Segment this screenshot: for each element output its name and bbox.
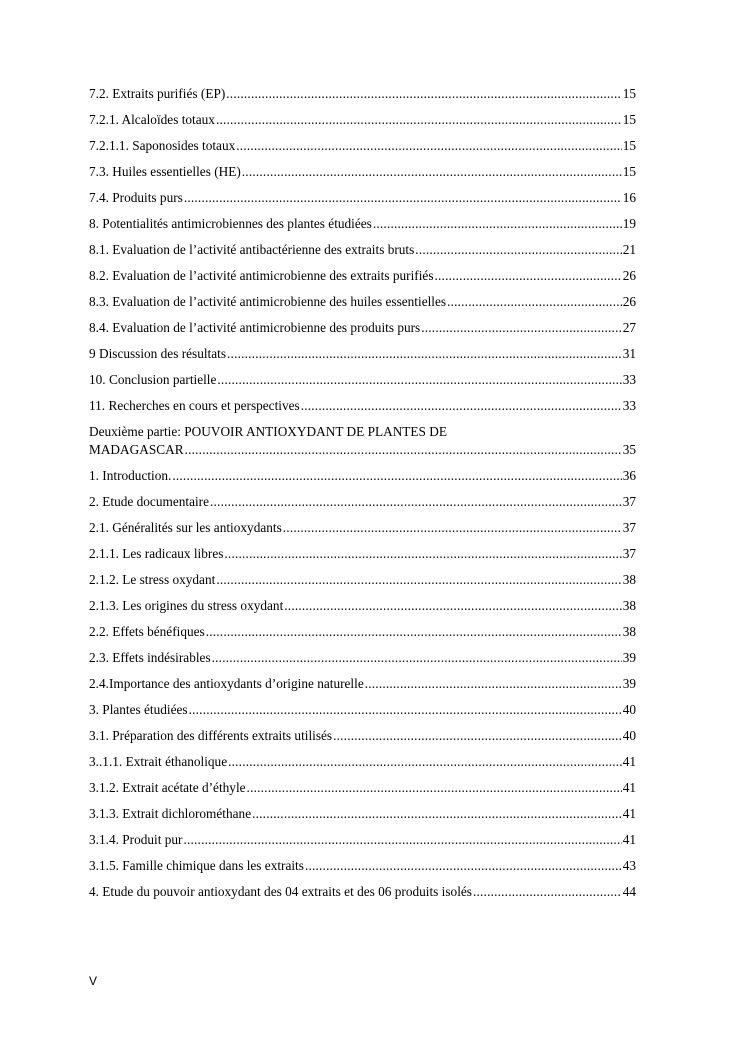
toc-entry-page: 15 bbox=[622, 112, 636, 127]
dot-leader bbox=[183, 831, 621, 849]
toc-entry-title: 2.1.1. Les radicaux libres bbox=[89, 546, 224, 561]
toc-entry[interactable] bbox=[89, 371, 636, 389]
dot-leader bbox=[415, 241, 621, 259]
toc-entry[interactable] bbox=[89, 857, 636, 875]
toc-entry[interactable] bbox=[89, 467, 636, 485]
toc-entry[interactable] bbox=[89, 267, 636, 285]
toc-entry[interactable] bbox=[89, 727, 636, 745]
toc-entry-page: 27 bbox=[622, 320, 636, 335]
toc-entry[interactable] bbox=[89, 163, 636, 181]
toc-entry-page: 31 bbox=[622, 346, 636, 361]
toc-entry-page: 26 bbox=[622, 294, 636, 309]
toc-entry-page: 37 bbox=[622, 520, 636, 535]
dot-leader bbox=[252, 805, 622, 823]
dot-leader bbox=[373, 215, 622, 233]
toc-section-part2 bbox=[89, 467, 636, 901]
toc-entry[interactable] bbox=[89, 649, 636, 667]
toc-entry[interactable] bbox=[89, 215, 636, 233]
toc-entry-title: 2.2. Effets bénéfiques bbox=[89, 624, 205, 639]
toc-entry[interactable] bbox=[89, 753, 636, 771]
toc-entry[interactable] bbox=[89, 883, 636, 901]
toc-entry-page: 36 bbox=[622, 468, 636, 483]
toc-entry-page: 40 bbox=[622, 702, 636, 717]
toc-entry-page: 38 bbox=[622, 598, 636, 613]
toc-entry-page: 40 bbox=[622, 728, 636, 743]
toc-entry[interactable] bbox=[89, 597, 636, 615]
toc-entry[interactable] bbox=[89, 805, 636, 823]
toc-entry[interactable] bbox=[89, 137, 636, 155]
toc-entry-page: 33 bbox=[622, 372, 636, 387]
toc-entry-page: 15 bbox=[622, 86, 636, 101]
dot-leader bbox=[212, 649, 622, 667]
toc-entry-page: 41 bbox=[622, 780, 636, 795]
toc-section-part1 bbox=[89, 85, 636, 415]
toc-entry[interactable] bbox=[89, 111, 636, 129]
toc-entry[interactable] bbox=[89, 189, 636, 207]
toc-entry-page: 37 bbox=[622, 494, 636, 509]
toc-entry[interactable] bbox=[89, 345, 636, 363]
dot-leader bbox=[305, 857, 622, 875]
dot-leader bbox=[242, 163, 622, 181]
toc-entry-title: 4. Etude du pouvoir antioxydant des 04 extraits et des 06 produits isolés bbox=[89, 884, 472, 899]
toc-entry-title: 8. Potentialités antimicrobiennes des plantes étudiées bbox=[89, 216, 372, 231]
dot-leader bbox=[473, 883, 622, 901]
toc-entry[interactable] bbox=[89, 85, 636, 103]
toc-entry-title: 9 Discussion des résultats bbox=[89, 346, 227, 361]
toc-entry[interactable] bbox=[89, 571, 636, 589]
toc-entry-page: 33 bbox=[622, 398, 636, 413]
dot-leader bbox=[206, 623, 622, 641]
toc-entry-title: 7.4. Produits purs bbox=[89, 190, 183, 205]
toc-entry-title: 1. Introduction. bbox=[89, 468, 172, 483]
toc-entry-page: 43 bbox=[622, 858, 636, 873]
dot-leader bbox=[283, 519, 622, 537]
dot-leader bbox=[284, 597, 621, 615]
toc-entry[interactable] bbox=[89, 319, 636, 337]
dot-leader bbox=[227, 345, 622, 363]
toc-entry-page: 39 bbox=[622, 650, 636, 665]
toc-entry-title: 11. Recherches en cours et perspectives bbox=[89, 398, 300, 413]
toc-entry-title: 7.2.1.1. Saponosides totaux bbox=[89, 138, 236, 153]
dot-leader bbox=[185, 441, 622, 459]
toc-entry-title: 2.1.2. Le stress oxydant bbox=[89, 572, 216, 587]
toc-entry-page: 26 bbox=[622, 268, 636, 283]
toc-entry-title: 2.4.Importance des antioxydants d’origine naturelle bbox=[89, 676, 364, 691]
page-number-footer: V bbox=[89, 974, 98, 988]
toc-entry-title: 2. Etude documentaire bbox=[89, 494, 209, 509]
toc-entry[interactable] bbox=[89, 397, 636, 415]
dot-leader bbox=[216, 571, 621, 589]
toc-entry-page: 39 bbox=[622, 676, 636, 691]
toc-entry[interactable] bbox=[89, 293, 636, 311]
toc-entry-page: 35 bbox=[622, 442, 636, 457]
toc-entry-page: 19 bbox=[622, 216, 636, 231]
toc-entry-page: 16 bbox=[622, 190, 636, 205]
toc-entry-title: 8.3. Evaluation de l’activité antimicrobienne des huiles essentielles bbox=[89, 294, 447, 309]
dot-leader bbox=[189, 701, 622, 719]
dot-leader bbox=[236, 137, 621, 155]
toc-entry-title: 8.2. Evaluation de l’activité antimicrobienne des extraits purifiés bbox=[89, 268, 434, 283]
toc-entry[interactable] bbox=[89, 675, 636, 693]
toc-entry-page: 15 bbox=[622, 164, 636, 179]
toc-entry[interactable] bbox=[89, 241, 636, 259]
toc-entry-page: 15 bbox=[622, 138, 636, 153]
dot-leader bbox=[247, 779, 622, 797]
toc-entry-title: 7.2. Extraits purifiés (EP) bbox=[89, 86, 226, 101]
toc-entry-title: 10. Conclusion partielle bbox=[89, 372, 217, 387]
toc-entry-page: 38 bbox=[622, 624, 636, 639]
dot-leader bbox=[172, 467, 621, 485]
toc-entry[interactable] bbox=[89, 779, 636, 797]
toc-entry-page: 41 bbox=[622, 806, 636, 821]
dot-leader bbox=[301, 397, 622, 415]
dot-leader bbox=[210, 493, 622, 511]
toc-entry[interactable] bbox=[89, 519, 636, 537]
toc-entry-title: 3.1.4. Produit pur bbox=[89, 832, 183, 847]
toc-entry-title: 3.1.2. Extrait acétate d’éthyle bbox=[89, 780, 246, 795]
dot-leader bbox=[365, 675, 622, 693]
toc-entry-title: 2.1.3. Les origines du stress oxydant bbox=[89, 598, 284, 613]
toc-entry-title: 3.1. Préparation des différents extraits utilisés bbox=[89, 728, 333, 743]
toc-entry[interactable] bbox=[89, 701, 636, 719]
toc-entry-title: 8.1. Evaluation de l’activité antibactérienne des extraits bruts bbox=[89, 242, 415, 257]
toc-entry-title: 2.3. Effets indésirables bbox=[89, 650, 211, 665]
dot-leader bbox=[447, 293, 622, 311]
toc-entry-title: 7.3. Huiles essentielles (HE) bbox=[89, 164, 241, 179]
toc-entry-title: 8.4. Evaluation de l’activité antimicrobienne des produits purs bbox=[89, 320, 421, 335]
table-of-contents bbox=[89, 85, 636, 909]
toc-entry-title-continued: MADAGASCAR bbox=[89, 442, 184, 457]
toc-entry[interactable] bbox=[89, 831, 636, 849]
toc-entry-part2-heading[interactable] bbox=[89, 423, 636, 459]
dot-leader bbox=[228, 753, 622, 771]
toc-entry-title: 3. Plantes étudiées bbox=[89, 702, 188, 717]
toc-entry[interactable] bbox=[89, 623, 636, 641]
toc-entry-page: 44 bbox=[622, 884, 636, 899]
toc-entry-title: Deuxième partie: POUVOIR ANTIOXYDANT DE PLANTES DE bbox=[89, 424, 447, 439]
toc-entry-title: 3.1.3. Extrait dichlorométhane bbox=[89, 806, 252, 821]
toc-entry-title: 2.1. Généralités sur les antioxydants bbox=[89, 520, 282, 535]
dot-leader bbox=[333, 727, 622, 745]
toc-entry-page: 21 bbox=[622, 242, 636, 257]
toc-entry-title: 3..1.1. Extrait éthanolique bbox=[89, 754, 228, 769]
toc-entry-page: 41 bbox=[622, 754, 636, 769]
dot-leader bbox=[224, 545, 621, 563]
dot-leader bbox=[216, 111, 622, 129]
toc-entry-page: 37 bbox=[622, 546, 636, 561]
dot-leader bbox=[226, 85, 621, 103]
toc-entry[interactable] bbox=[89, 493, 636, 511]
toc-entry-page: 38 bbox=[622, 572, 636, 587]
toc-entry-title: 7.2.1. Alcaloïdes totaux bbox=[89, 112, 215, 127]
toc-entry[interactable] bbox=[89, 545, 636, 563]
dot-leader bbox=[435, 267, 622, 285]
dot-leader bbox=[217, 371, 621, 389]
dot-leader bbox=[184, 189, 622, 207]
dot-leader bbox=[421, 319, 621, 337]
toc-entry-page: 41 bbox=[622, 832, 636, 847]
toc-entry-title: 3.1.5. Famille chimique dans les extraits bbox=[89, 858, 304, 873]
